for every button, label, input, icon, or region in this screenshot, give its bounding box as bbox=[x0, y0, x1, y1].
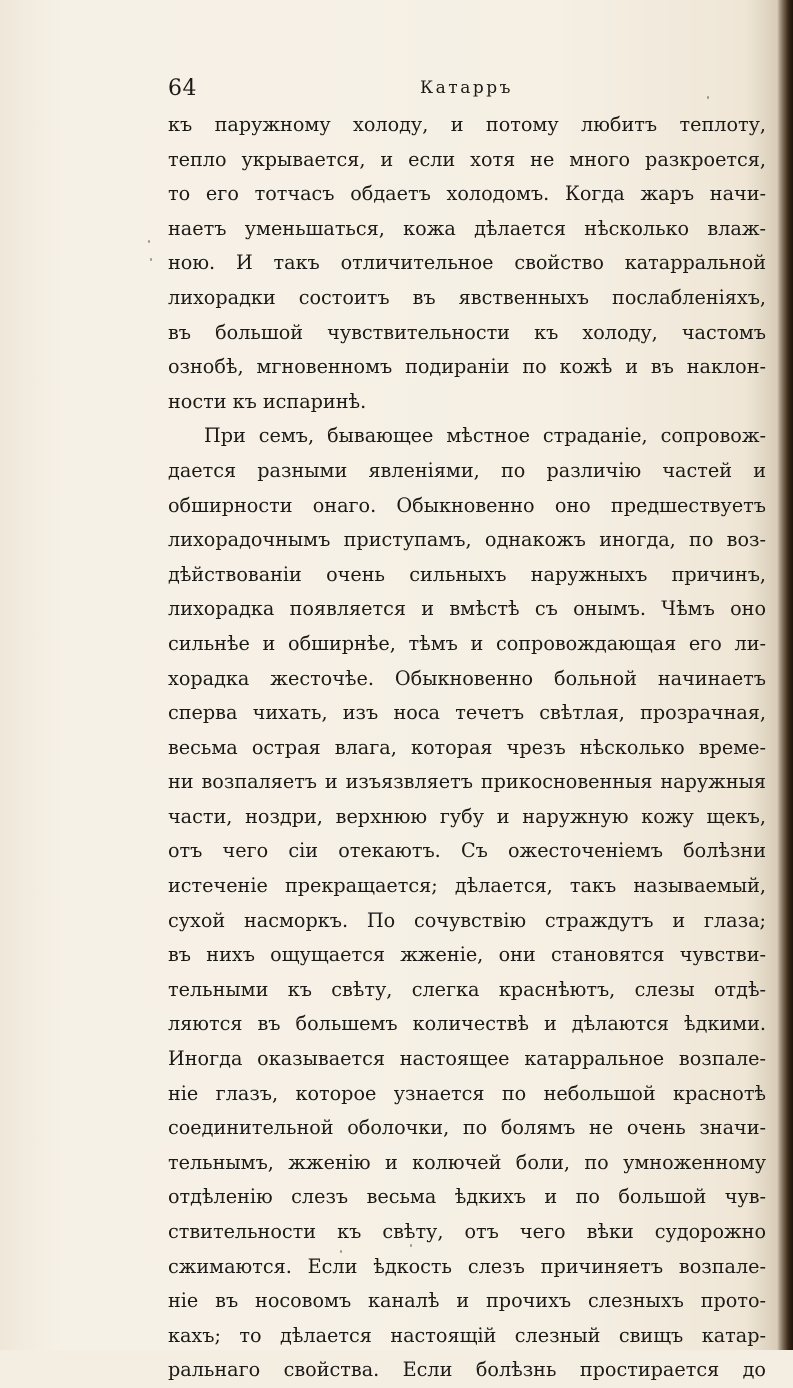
paper-speck bbox=[340, 1250, 342, 1253]
text-line: то его тотчасъ обдаетъ холодомъ. Когда жаръ начи- bbox=[168, 182, 766, 206]
text-line: дается разными явленіями, по различію частей и bbox=[168, 458, 766, 482]
text-line: тельнымъ, жженію и колючей боли, по умноженному bbox=[168, 1150, 766, 1174]
text-line: лихорадки состоитъ въ явственныхъ послабленіяхъ, bbox=[168, 285, 766, 309]
page-header bbox=[168, 72, 768, 108]
text-line: тельными къ свѣту, слегка краснѣютъ, слезы отдѣ- bbox=[168, 977, 766, 1001]
text-line: кахъ; то дѣлается настоящій слезный свищъ катар- bbox=[168, 1323, 766, 1347]
page-edge-shadow bbox=[777, 0, 793, 1350]
text-line: тепло укрывается, и если хотя не много разкроется, bbox=[168, 147, 766, 171]
page-number: 64 bbox=[168, 76, 197, 101]
text-line: сжимаются. Если ѣдкость слезъ причиняетъ возпале- bbox=[168, 1254, 766, 1278]
text-line: ни возпаляетъ и изъязвляетъ прикосновенныя наружныя bbox=[168, 770, 766, 794]
text-line: части, ноздри, верхнюю губу и наружную кожу щекъ, bbox=[168, 804, 766, 828]
text-line: ляются въ большемъ количествѣ и дѣлаются ѣдкими. bbox=[168, 1012, 766, 1036]
text-line: ніе въ носовомъ каналѣ и прочихъ слезныхъ прото- bbox=[168, 1289, 766, 1313]
text-line: сильнѣе и обширнѣе, тѣмъ и сопровождающая его ли- bbox=[168, 631, 766, 655]
text-line: обширности онаго. Обыкновенно оно предшествуетъ bbox=[168, 493, 766, 517]
text-line: къ паружному холоду, и потому любитъ теплоту, bbox=[168, 113, 766, 136]
text-line: сперва чихать, изъ носа течетъ свѣтлая, прозрачная, bbox=[168, 701, 766, 725]
paper-speck bbox=[410, 1244, 412, 1247]
text-line: ральнаго свойства. Если болѣзнь простирается до bbox=[168, 1358, 766, 1382]
text-line: ніе глазъ, которое узнается по небольшой краснотѣ bbox=[168, 1081, 766, 1105]
text-line: ствительности къ свѣту, отъ чего вѣки судорожно bbox=[168, 1220, 766, 1243]
text-line: весьма острая влага, которая чрезъ нѣсколько време- bbox=[168, 735, 766, 759]
text-line: лихорадка появляется и вмѣстѣ съ онымъ. Чѣмъ оно bbox=[168, 597, 766, 621]
text-line: соединительной оболочки, по болямъ не очень значи- bbox=[168, 1116, 766, 1140]
text-line: въ нихъ ощущается жженіе, они становятся чувстви- bbox=[168, 943, 766, 967]
text-line: При семъ, бывающее мѣстное страданіе, сопровож- bbox=[204, 424, 766, 448]
text-line: лихорадочнымъ приступамъ, однакожъ иногда, по воз- bbox=[168, 528, 766, 552]
paper-speck bbox=[707, 96, 709, 99]
running-head: Катарръ bbox=[420, 78, 513, 98]
text-line: въ большой чувствительности къ холоду, частомъ bbox=[168, 320, 766, 344]
body-text bbox=[168, 108, 766, 1388]
text-line: ности къ испаринѣ. bbox=[168, 389, 367, 413]
text-line: ознобѣ, мгновенномъ подираніи по кожѣ и въ наклон- bbox=[168, 355, 766, 379]
text-line: Иногда оказывается настоящее катарральное возпале- bbox=[168, 1047, 766, 1071]
paper-speck bbox=[150, 258, 152, 261]
text-line: хорадка жесточѣе. Обыкновенно больной начинаетъ bbox=[168, 666, 766, 690]
text-line: сухой насморкъ. По сочувствію страждутъ и глаза; bbox=[168, 908, 766, 932]
text-line: истеченіе прекращается; дѣлается, такъ называемый, bbox=[168, 874, 766, 898]
text-line: отъ чего сіи отекаютъ. Съ ожесточеніемъ болѣзни bbox=[168, 839, 766, 863]
text-line: отдѣленію слезъ весьма ѣдкихъ и по большой чув- bbox=[168, 1185, 766, 1209]
text-line: наетъ уменьшаться, кожа дѣлается нѣсколько влаж- bbox=[168, 216, 766, 240]
paper-speck bbox=[148, 240, 150, 243]
text-line: ною. И такъ отличительное свойство катарральной bbox=[168, 251, 766, 275]
text-line: дѣйствованіи очень сильныхъ наружныхъ причинъ, bbox=[168, 562, 766, 586]
